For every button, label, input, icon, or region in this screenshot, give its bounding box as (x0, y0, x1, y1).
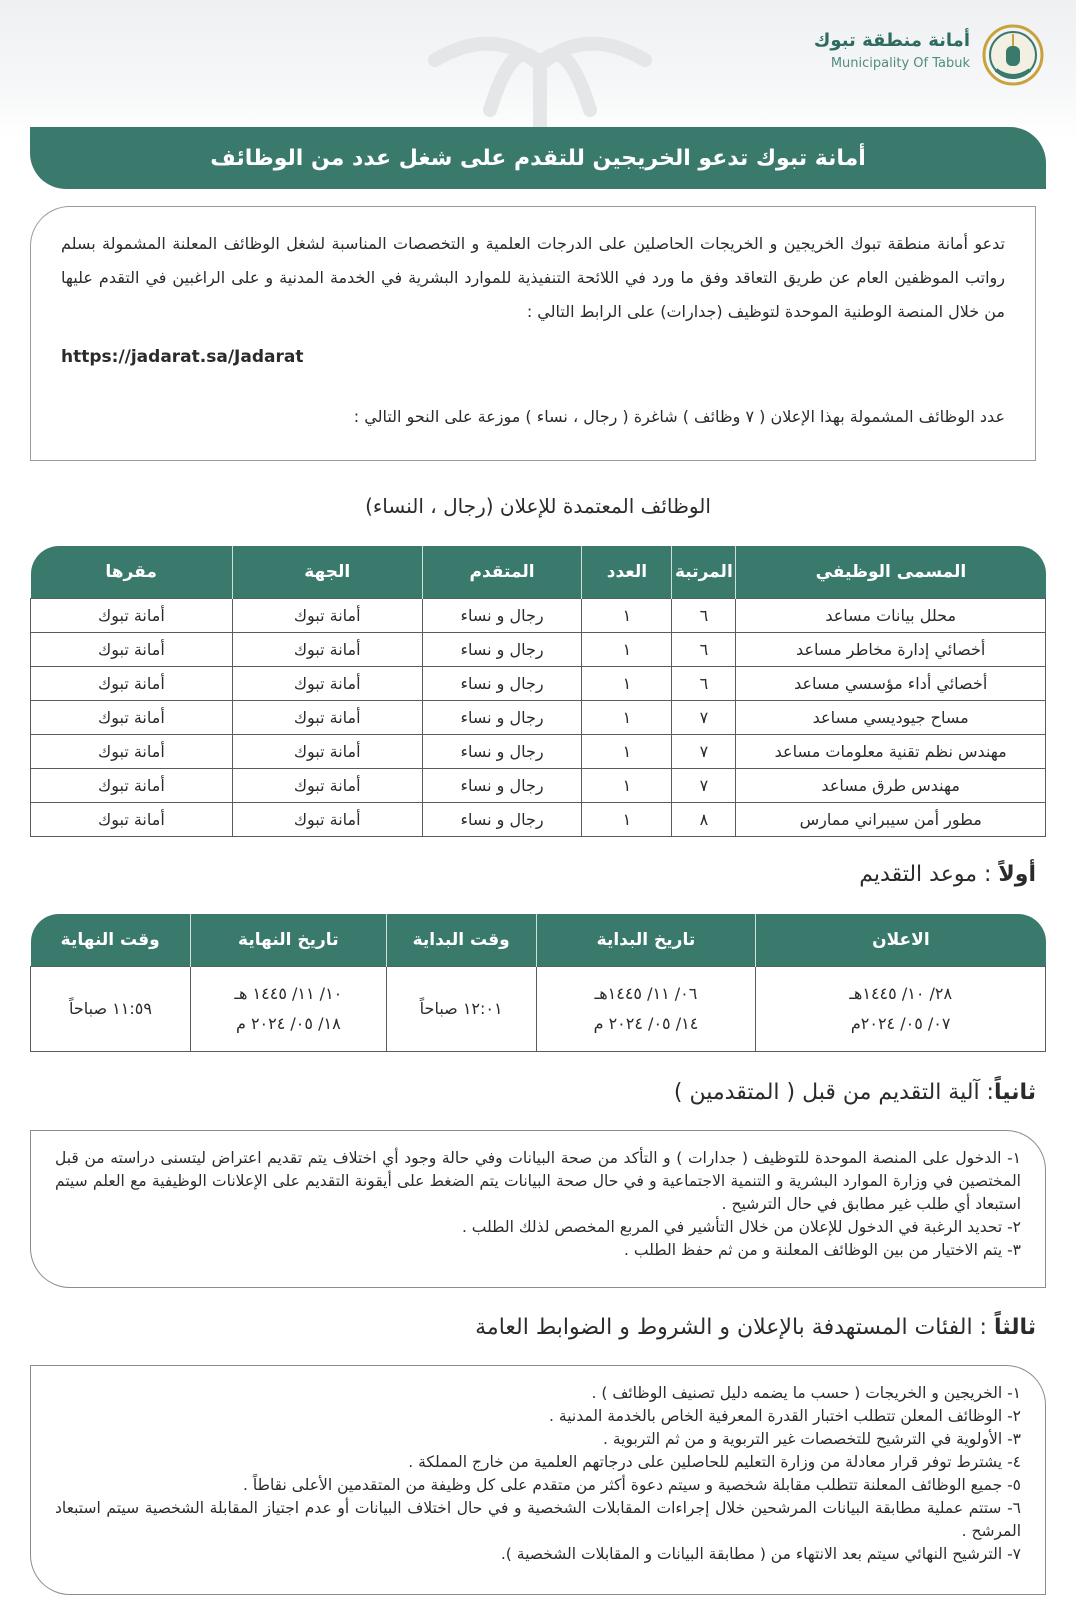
jobs-count-line: عدد الوظائف المشمولة بهذا الإعلان ( ٧ وظائف ) شاغرة ( رجال ، نساء ) موزعة على النحو التالي : (353, 407, 1005, 426)
list-item: ٢- الوظائف المعلن تتطلب اختبار القدرة المعرفية الخاص بالخدمة المدنية . (549, 1407, 1021, 1425)
list-item: ٦- ستتم عملية مطابقة البيانات المرشحين خلال إجراءات المقابلات الشخصية و في حال اختلاف البيانات أو عدم اجتياز المقابلة الشخصية سيتم استبعاد المرشح . (55, 1499, 1021, 1540)
cell-applicant: رجال و نساء (422, 667, 582, 701)
list-item: ٥- جميع الوظائف المعلنة تتطلب مقابلة شخصية و سيتم دعوة أكثر من متقدم على كل وظيفة من المتقدمين الأعلى نقاطاً . (243, 1476, 1021, 1494)
cell-grade: ٧ (672, 769, 736, 803)
cell-entity: أمانة تبوك (232, 769, 422, 803)
cell-job-title: محلل بيانات مساعد (736, 599, 1046, 633)
list-item: ٧- الترشيح النهائي سيتم بعد الانتهاء من ( مطابقة البيانات و المقابلات الشخصية ). (500, 1545, 1021, 1563)
section1-heading (859, 862, 1036, 887)
cell-entity: أمانة تبوك (232, 667, 422, 701)
cell-entity: أمانة تبوك (232, 599, 422, 633)
cell-applicant: رجال و نساء (422, 803, 582, 837)
cell-grade: ٨ (672, 803, 736, 837)
cell-entity: أمانة تبوك (232, 701, 422, 735)
announce-hijri: ٢٨/ ١٠/ ١٤٤٥هـ (849, 984, 953, 1003)
section2-title: : آلية التقديم من قبل ( المتقدمين ) (673, 1080, 994, 1105)
dates-table (30, 914, 1046, 1052)
cell-job-title: مهندس نظم تقنية معلومات مساعد (736, 735, 1046, 769)
col-job-title: المسمى الوظيفي (736, 546, 1046, 599)
announce-gregorian: ٠٧/ ٠٥/ ٢٠٢٤م (850, 1014, 951, 1033)
cell-applicant: رجال و نساء (422, 769, 582, 803)
palm-watermark-icon (395, 20, 685, 140)
section3-heading (475, 1315, 1036, 1340)
cell-entity: أمانة تبوك (232, 633, 422, 667)
cell-location: أمانة تبوك (31, 633, 233, 667)
application-steps-box (30, 1130, 1046, 1288)
col-location: مقرها (31, 546, 233, 599)
cell-entity: أمانة تبوك (232, 803, 422, 837)
cell-location: أمانة تبوك (31, 803, 233, 837)
col-end-time: وقت النهاية (31, 914, 191, 967)
intro-paragraph: تدعو أمانة منطقة تبوك الخريجين و الخريجات الحاصلين على الدرجات العلمية و التخصصات المناسبة لشغل الوظائف المعلنة المشمولة بسلم رواتب الموظفين العام عن طريق التعاقد وفق ما ورد في اللائحة التنفيذية للموارد البشرية في الخدمة المدنية و على الراغبين في التقدم عليها من خلال المنصة الوطنية الموحدة لتوظيف (جدارات) على الرابط التالي : (61, 234, 1005, 321)
jobs-heading: الوظائف المعتمدة للإعلان (رجال ، النساء) (365, 494, 711, 518)
cell-grade: ٦ (672, 599, 736, 633)
cell-job-title: أخصائي إدارة مخاطر مساعد (736, 633, 1046, 667)
cell-applicant: رجال و نساء (422, 633, 582, 667)
section2-heading (674, 1080, 1036, 1105)
table-row (31, 967, 1046, 1052)
cell-grade: ٦ (672, 667, 736, 701)
section1-label: أولاً (998, 862, 1036, 887)
cell-applicant: رجال و نساء (422, 735, 582, 769)
cell-applicant: رجال و نساء (422, 701, 582, 735)
cell-job-title: مطور أمن سيبراني ممارس (736, 803, 1046, 837)
cell-count: ١ (582, 735, 672, 769)
cell-job-title: مهندس طرق مساعد (736, 769, 1046, 803)
end-hijri: ١٠/ ١١/ ١٤٤٥ هـ (234, 984, 343, 1003)
end-gregorian: ١٨/ ٠٥/ ٢٠٢٤ م (235, 1014, 341, 1033)
cell-start-date (536, 967, 756, 1052)
table-row (31, 735, 1046, 769)
table-row (31, 769, 1046, 803)
cell-end-date (190, 967, 386, 1052)
jadarat-link[interactable]: https://jadarat.sa/Jadarat (61, 347, 304, 367)
table-row (31, 701, 1046, 735)
section2-label: ثانياً (993, 1080, 1036, 1105)
table-row (31, 633, 1046, 667)
cell-location: أمانة تبوك (31, 599, 233, 633)
col-start-time: وقت البداية (386, 914, 536, 967)
cell-end-time: ١١:٥٩ صباحاً (31, 967, 191, 1052)
list-item: ١- الدخول على المنصة الموحدة للتوظيف ( جدارات ) و التأكد من صحة البيانات وفي حالة وجود أي اختلاف يتم تقديم اعتراض ليتسنى دراسته من قبل المختصين في وزارة الموارد البشرية و التنمية الاجتماعية و في حال صحة البيانات يتم الضغط على أيقونة التقديم على الإعلانات الوظيفية مع العلم سيتم استبعاد أي طلب غير مطابق في حال الترشيح . (55, 1149, 1021, 1213)
dates-header-row (31, 914, 1046, 967)
cell-job-title: مساح جيوديسي مساعد (736, 701, 1046, 735)
jobs-table (30, 546, 1046, 837)
cell-count: ١ (582, 633, 672, 667)
list-item: ٣- الأولوية في الترشيح للتخصصات غير التربوية و من ثم التربوية . (603, 1430, 1021, 1448)
section3-label: ثالثاً (993, 1315, 1036, 1340)
cell-count: ١ (582, 769, 672, 803)
col-applicant: المتقدم (422, 546, 582, 599)
cell-location: أمانة تبوك (31, 769, 233, 803)
col-entity: الجهة (232, 546, 422, 599)
col-start-date: تاريخ البداية (536, 914, 756, 967)
conditions-box (30, 1365, 1046, 1595)
municipality-logo (814, 24, 1044, 94)
cell-applicant: رجال و نساء (422, 599, 582, 633)
table-row (31, 599, 1046, 633)
list-item: ٢- تحديد الرغبة في الدخول للإعلان من خلال التأشير في المربع المخصص لذلك الطلب . (461, 1218, 1021, 1236)
cell-count: ١ (582, 803, 672, 837)
cell-grade: ٧ (672, 735, 736, 769)
cell-grade: ٧ (672, 701, 736, 735)
jobs-header-row (31, 546, 1046, 599)
table-row (31, 667, 1046, 701)
cell-location: أمانة تبوك (31, 735, 233, 769)
page-title: أمانة تبوك تدعو الخريجين للتقدم على شغل عدد من الوظائف (30, 127, 1046, 189)
cell-job-title: أخصائي أداء مؤسسي مساعد (736, 667, 1046, 701)
cell-entity: أمانة تبوك (232, 735, 422, 769)
list-item: ٣- يتم الاختيار من بين الوظائف المعلنة و من ثم حفظ الطلب . (624, 1241, 1021, 1259)
start-hijri: ٠٦/ ١١/ ١٤٤٥هـ (594, 984, 698, 1003)
list-item: ٤- يشترط توفر قرار معادلة من وزارة التعليم للحاصلين على درجاتهم العلمية من خارج المملكة . (408, 1453, 1021, 1471)
list-item: ١- الخريجين و الخريجات ( حسب ما يضمه دليل تصنيف الوظائف ) . (591, 1384, 1021, 1402)
intro-box (30, 206, 1036, 461)
cell-grade: ٦ (672, 633, 736, 667)
section3-title: : الفئات المستهدفة بالإعلان و الشروط و الضوابط العامة (475, 1315, 994, 1340)
col-end-date: تاريخ النهاية (190, 914, 386, 967)
logo-english-name: Municipality Of Tabuk (830, 56, 970, 71)
application-steps-list (31, 1131, 1045, 1272)
section1-title: : موعد التقديم (859, 862, 999, 887)
cell-location: أمانة تبوك (31, 701, 233, 735)
logo-arabic-name: أمانة منطقة تبوك (813, 30, 970, 51)
cell-location: أمانة تبوك (31, 667, 233, 701)
col-announcement: الاعلان (756, 914, 1046, 967)
table-row (31, 803, 1046, 837)
cell-count: ١ (582, 667, 672, 701)
start-gregorian: ١٤/ ٠٥/ ٢٠٢٤ م (593, 1014, 699, 1033)
cell-announcement-date (756, 967, 1046, 1052)
cell-count: ١ (582, 701, 672, 735)
emblem-icon (982, 24, 1044, 86)
cell-count: ١ (582, 599, 672, 633)
col-grade: المرتبة (672, 546, 736, 599)
conditions-list (31, 1366, 1045, 1576)
cell-start-time: ١٢:٠١ صباحاً (386, 967, 536, 1052)
col-count: العدد (582, 546, 672, 599)
